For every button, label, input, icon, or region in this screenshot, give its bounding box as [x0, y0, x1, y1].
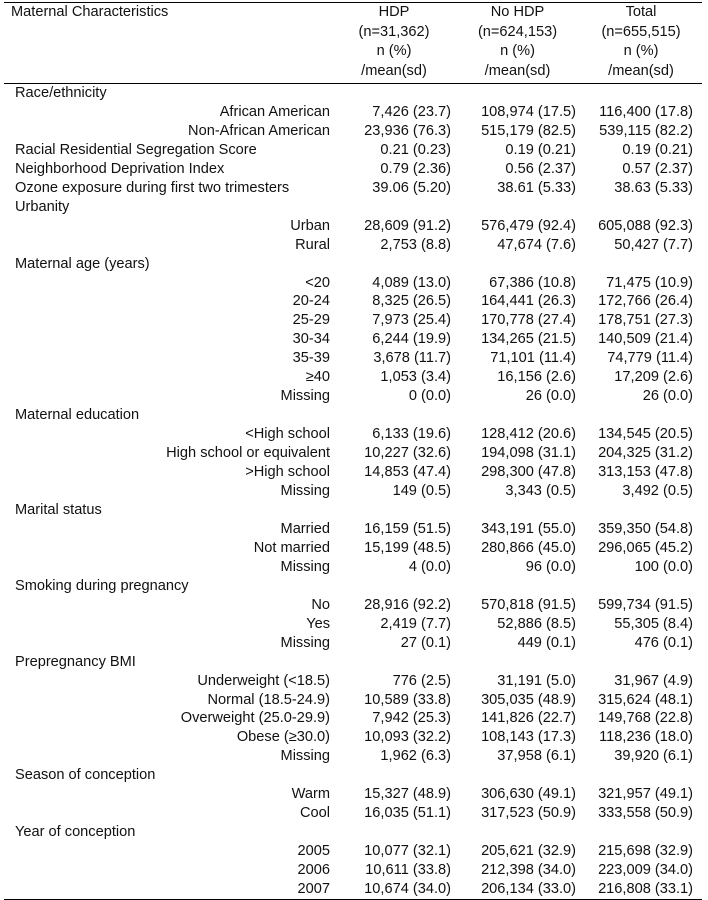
nohdp-value: 96 (0.0): [525, 558, 576, 575]
total-value: 476 (0.1): [634, 634, 693, 651]
nohdp-value: 515,179 (82.5): [481, 122, 576, 139]
section-row: [4, 577, 702, 596]
hdp-value: [333, 198, 455, 217]
row-label: Missing: [280, 558, 330, 575]
table-row: [4, 861, 702, 880]
hdp-value: 0 (0.0): [408, 388, 451, 405]
total-value: 172,766 (26.4): [598, 293, 693, 310]
hdp-value: [333, 255, 455, 274]
row-label: ≥40: [305, 369, 330, 386]
hdp-value: 10,674 (34.0): [364, 881, 451, 898]
row-label: High school or equivalent: [166, 445, 330, 462]
total-value: 313,153 (47.8): [598, 464, 693, 481]
nohdp-value: 37,958 (6.1): [497, 748, 576, 765]
total-value: 3,492 (0.5): [622, 483, 693, 500]
hdp-value: 16,159 (51.5): [364, 520, 451, 537]
table-row: [4, 615, 702, 634]
hdp-value: 776 (2.5): [392, 672, 451, 689]
hdp-value: [333, 653, 455, 672]
table-row: [4, 785, 702, 804]
table-row: [4, 444, 702, 463]
section-row: [4, 501, 702, 520]
total-value: [580, 577, 702, 596]
total-value: 100 (0.0): [634, 558, 693, 575]
hdp-value: [333, 406, 455, 425]
nohdp-value: 305,035 (48.9): [481, 691, 576, 708]
hdp-value: 0.79 (2.36): [380, 160, 451, 177]
table-row: [4, 141, 702, 160]
hdp-value: 28,916 (92.2): [364, 596, 451, 613]
hdp-value: [333, 501, 455, 520]
total-value: 149,768 (22.8): [598, 710, 693, 727]
table-row: [4, 103, 702, 122]
total-value: 315,624 (48.1): [598, 691, 693, 708]
hdp-value: 10,093 (32.2): [364, 729, 451, 746]
table-row: [4, 842, 702, 861]
table-row: [4, 596, 702, 615]
table-row: [4, 880, 702, 899]
total-value: 31,967 (4.9): [614, 672, 693, 689]
total-value: 296,065 (45.2): [598, 539, 693, 556]
nohdp-value: [455, 766, 580, 785]
row-label: Missing: [280, 483, 330, 500]
hdp-value: 16,035 (51.1): [364, 805, 451, 822]
nohdp-value: 280,866 (45.0): [481, 539, 576, 556]
total-value: 0.19 (0.21): [622, 141, 693, 158]
header-hdp-unit: n (%): [376, 43, 412, 59]
nohdp-value: 194,098 (31.1): [481, 445, 576, 462]
total-value: 50,427 (7.7): [614, 236, 693, 253]
hdp-value: [333, 823, 455, 842]
section-label: Season of conception: [15, 767, 156, 784]
nohdp-value: 134,265 (21.5): [481, 331, 576, 348]
row-label: Obese (≥30.0): [236, 729, 330, 746]
nohdp-value: [455, 501, 580, 520]
header-characteristics: Maternal Characteristics: [11, 4, 169, 20]
hdp-value: 7,973 (25.4): [372, 312, 451, 329]
table-row: [4, 634, 702, 653]
nohdp-value: 576,479 (92.4): [481, 217, 576, 234]
table-row: [4, 122, 702, 141]
table-row: [4, 539, 702, 558]
nohdp-value: 212,398 (34.0): [481, 862, 576, 879]
total-value: 539,115 (82.2): [599, 122, 693, 139]
row-label: Normal (18.5-24.9): [207, 691, 330, 708]
hdp-value: 10,227 (32.6): [364, 445, 451, 462]
section-row: [4, 198, 702, 217]
hdp-value: 3,678 (11.7): [373, 350, 451, 367]
section-label: Urbanity: [15, 198, 70, 215]
total-value: 74,779 (11.4): [607, 350, 693, 367]
section-row: [4, 406, 702, 425]
nohdp-value: 570,818 (91.5): [481, 596, 576, 613]
nohdp-value: [455, 84, 580, 103]
hdp-value: 6,133 (19.6): [372, 426, 451, 443]
nohdp-value: 0.56 (2.37): [505, 160, 576, 177]
nohdp-value: [455, 823, 580, 842]
table-row: [4, 349, 702, 368]
total-value: [580, 406, 702, 425]
row-label: Overweight (25.0-29.9): [180, 710, 330, 727]
hdp-value: [333, 84, 455, 103]
nohdp-value: [455, 255, 580, 274]
nohdp-value: 0.19 (0.21): [505, 141, 576, 158]
total-value: 118,236 (18.0): [599, 729, 693, 746]
nohdp-value: 298,300 (47.8): [481, 464, 576, 481]
row-label: Urban: [290, 217, 330, 234]
row-label: Rural: [295, 236, 330, 253]
total-value: 55,305 (8.4): [614, 615, 693, 632]
header-nohdp-unit2: /mean(sd): [484, 62, 551, 79]
total-value: 215,698 (32.9): [598, 843, 693, 860]
header-hdp-n: (n=31,362): [358, 23, 430, 40]
table-row: [4, 747, 702, 766]
row-label: Cool: [299, 805, 330, 822]
section-label: Marital status: [15, 501, 102, 518]
total-value: [580, 653, 702, 672]
table-row: [4, 672, 702, 691]
hdp-value: 10,077 (32.1): [364, 843, 451, 860]
total-value: 204,325 (31.2): [598, 445, 693, 462]
hdp-value: 10,611 (33.8): [365, 862, 451, 879]
row-label: Neighborhood Deprivation Index: [15, 160, 225, 177]
table-row: [4, 728, 702, 747]
section-label: Year of conception: [15, 824, 136, 841]
row-label: 20-24: [292, 293, 330, 310]
nohdp-value: 26 (0.0): [525, 388, 576, 405]
hdp-value: 2,419 (7.7): [380, 615, 451, 632]
header-nohdp-name: No HDP: [490, 4, 545, 20]
header-total-unit: n (%): [623, 43, 659, 59]
table-row: [4, 425, 702, 444]
row-label: Married: [280, 520, 330, 537]
hdp-value: 23,936 (76.3): [364, 122, 451, 139]
nohdp-value: 16,156 (2.6): [497, 369, 576, 386]
total-value: [580, 501, 702, 520]
nohdp-value: 206,134 (33.0): [481, 881, 576, 898]
total-value: 321,957 (49.1): [598, 786, 693, 803]
total-value: 605,088 (92.3): [598, 217, 693, 234]
total-value: 333,558 (50.9): [598, 805, 693, 822]
nohdp-value: 38.61 (5.33): [497, 179, 576, 196]
nohdp-value: [455, 653, 580, 672]
total-value: 0.57 (2.37): [622, 160, 693, 177]
row-label: Not married: [253, 539, 330, 556]
section-label: Prepregnancy BMI: [15, 653, 136, 670]
table-row: [4, 482, 702, 501]
total-value: [580, 255, 702, 274]
nohdp-value: 52,886 (8.5): [497, 615, 576, 632]
hdp-value: 4 (0.0): [408, 558, 451, 575]
table-row: [4, 387, 702, 406]
hdp-value: [333, 766, 455, 785]
hdp-value: 10,589 (33.8): [364, 691, 451, 708]
nohdp-value: 3,343 (0.5): [505, 483, 576, 500]
total-value: 116,400 (17.8): [599, 103, 693, 120]
row-label: Non-African American: [188, 122, 330, 139]
total-value: 38.63 (5.33): [614, 179, 693, 196]
hdp-value: 6,244 (19.9): [372, 331, 451, 348]
row-label: Yes: [306, 615, 330, 632]
total-value: 134,545 (20.5): [598, 426, 693, 443]
nohdp-value: 306,630 (49.1): [481, 786, 576, 803]
hdp-value: 1,053 (3.4): [380, 369, 451, 386]
total-value: 26 (0.0): [642, 388, 693, 405]
table-row: [4, 463, 702, 482]
section-row: [4, 84, 702, 103]
nohdp-value: 170,778 (27.4): [481, 312, 576, 329]
hdp-value: 7,426 (23.7): [372, 103, 451, 120]
total-value: 140,509 (21.4): [598, 331, 693, 348]
nohdp-value: 205,621 (32.9): [481, 843, 576, 860]
hdp-value: 8,325 (26.5): [372, 293, 451, 310]
nohdp-value: [455, 198, 580, 217]
table-header: [4, 3, 702, 84]
table-row: [4, 368, 702, 387]
row-label: Missing: [280, 634, 330, 651]
hdp-value: 15,327 (48.9): [364, 786, 451, 803]
row-label: Racial Residential Segregation Score: [15, 141, 257, 158]
total-value: 599,734 (91.5): [598, 596, 693, 613]
nohdp-value: 128,412 (20.6): [481, 426, 576, 443]
row-label: 35-39: [292, 350, 330, 367]
row-label: Ozone exposure during first two trimesters: [15, 179, 290, 196]
row-label: African American: [219, 103, 330, 120]
characteristics-table: [4, 2, 702, 900]
hdp-value: 2,753 (8.8): [380, 236, 451, 253]
row-label: 30-34: [292, 331, 330, 348]
hdp-value: 27 (0.1): [400, 634, 451, 651]
total-value: 216,808 (33.1): [598, 881, 693, 898]
section-label: Smoking during pregnancy: [15, 577, 189, 594]
hdp-value: 14,853 (47.4): [364, 464, 451, 481]
nohdp-value: 449 (0.1): [517, 634, 576, 651]
table-row: [4, 804, 702, 823]
nohdp-value: 67,386 (10.8): [489, 274, 576, 291]
table-body: [4, 84, 702, 899]
header-total-n: (n=655,515): [601, 23, 681, 40]
total-value: [580, 823, 702, 842]
section-row: [4, 766, 702, 785]
nohdp-value: 141,826 (22.7): [481, 710, 576, 727]
header-hdp-name: HDP: [378, 4, 410, 20]
table-row: [4, 311, 702, 330]
hdp-value: 28,609 (91.2): [364, 217, 451, 234]
table-row: [4, 709, 702, 728]
hdp-value: 4,089 (13.0): [372, 274, 451, 291]
header-nohdp-n: (n=624,153): [477, 23, 558, 40]
total-value: [580, 766, 702, 785]
table-row: [4, 217, 702, 236]
hdp-value: 15,199 (48.5): [364, 539, 451, 556]
section-label: Maternal age (years): [15, 255, 150, 272]
header-total-name: Total: [625, 4, 657, 20]
row-label: No: [311, 596, 330, 613]
row-label: 25-29: [292, 312, 330, 329]
table-row: [4, 558, 702, 577]
row-label: Underweight (<18.5): [197, 672, 330, 689]
row-label: 2006: [297, 862, 330, 879]
table-row: [4, 160, 702, 179]
hdp-value: 1,962 (6.3): [380, 748, 451, 765]
row-label: >High school: [245, 464, 330, 481]
total-value: 223,009 (34.0): [598, 862, 693, 879]
table-row: [4, 274, 702, 293]
header-nohdp-unit: n (%): [500, 43, 535, 59]
section-label: Maternal education: [15, 407, 140, 424]
hdp-value: 149 (0.5): [392, 483, 451, 500]
header-hdp-unit2: /mean(sd): [361, 62, 427, 79]
nohdp-value: 108,974 (17.5): [481, 103, 576, 120]
nohdp-value: 343,191 (55.0): [481, 520, 576, 537]
section-row: [4, 255, 702, 274]
nohdp-value: 317,523 (50.9): [481, 805, 576, 822]
row-label: <20: [305, 274, 330, 291]
nohdp-value: 31,191 (5.0): [497, 672, 576, 689]
row-label: 2005: [297, 843, 330, 860]
section-label: Race/ethnicity: [4, 84, 333, 103]
total-value: 178,751 (27.3): [598, 312, 693, 329]
total-value: 71,475 (10.9): [606, 274, 693, 291]
table-row: [4, 236, 702, 255]
row-label: Missing: [280, 748, 330, 765]
hdp-value: 7,942 (25.3): [372, 710, 451, 727]
table-row: [4, 179, 702, 198]
total-value: 17,209 (2.6): [614, 369, 693, 386]
section-row: [4, 653, 702, 672]
total-value: [580, 84, 702, 103]
nohdp-value: [455, 577, 580, 596]
total-value: 359,350 (54.8): [598, 520, 693, 537]
total-value: 39,920 (6.1): [614, 748, 693, 765]
section-row: [4, 823, 702, 842]
row-label: 2007: [297, 881, 330, 898]
nohdp-value: 164,441 (26.3): [481, 293, 576, 310]
table-row: [4, 292, 702, 311]
header-total-unit2: /mean(sd): [608, 62, 674, 79]
nohdp-value: 47,674 (7.6): [497, 236, 576, 253]
row-label: <High school: [245, 426, 330, 443]
hdp-value: 39.06 (5.20): [372, 179, 451, 196]
nohdp-value: [455, 406, 580, 425]
nohdp-value: 71,101 (11.4): [490, 350, 576, 367]
nohdp-value: 108,143 (17.3): [481, 729, 576, 746]
hdp-value: 0.21 (0.23): [380, 141, 451, 158]
total-value: [580, 198, 702, 217]
row-label: Missing: [280, 388, 330, 405]
table-row: [4, 691, 702, 710]
row-label: Warm: [291, 786, 330, 803]
table-row: [4, 520, 702, 539]
hdp-value: [333, 577, 455, 596]
table-row: [4, 330, 702, 349]
